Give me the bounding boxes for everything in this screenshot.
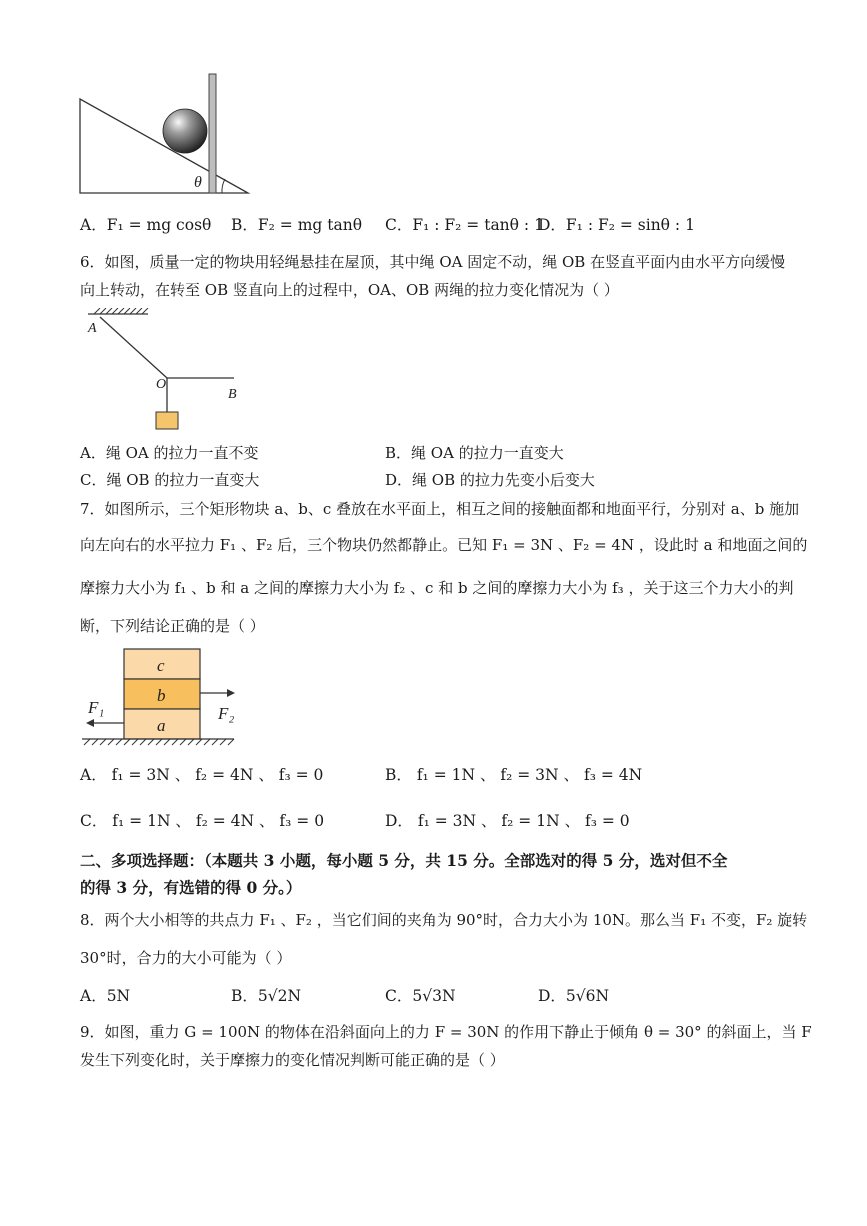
q9-stem-line2: 发生下列变化时，关于摩擦力的变化情况判断可能正确的是（ ） bbox=[80, 1051, 505, 1069]
q7-stem-line3: 摩擦力大小为 f₁ 、b 和 a 之间的摩擦力大小为 f₂ 、c 和 b 之间的摩擦力大小为 f₃ ，关于这三个力大小的判 bbox=[80, 579, 794, 597]
vertical-board bbox=[209, 74, 216, 193]
q6-option-a[interactable]: A．绳 OA 的拉力一直不变 bbox=[80, 444, 259, 462]
q6-option-d[interactable]: D．绳 OB 的拉力先变小后变大 bbox=[385, 471, 595, 489]
section2-heading-line2: 的得 3 分，有选错的得 0 分。） bbox=[80, 878, 302, 897]
arrow-f1-head bbox=[86, 719, 94, 727]
rope-pulley-figure bbox=[80, 308, 250, 436]
hanging-block bbox=[156, 412, 178, 429]
q7-stem-line1: 7．如图所示，三个矩形物块 a、b、c 叠放在水平面上，相互之间的接触面都和地面平行，分别对 a、b 施加 bbox=[80, 500, 800, 518]
label-f1: F₁ bbox=[88, 698, 105, 717]
q8-stem-line1: 8．两个大小相等的共点力 F₁ 、F₂ ，当它们间的夹角为 90°时，合力大小为 10N。那么当 F₁ 不变，F₂ 旋转 bbox=[80, 911, 808, 929]
q8-option-b[interactable]: B．5√2N bbox=[231, 987, 302, 1005]
q6-option-c[interactable]: C．绳 OB 的拉力一直变大 bbox=[80, 471, 260, 489]
stacked-blocks-figure bbox=[78, 645, 248, 747]
arrow-f2-head bbox=[227, 689, 235, 697]
q6-option-b[interactable]: B．绳 OA 的拉力一直变大 bbox=[385, 444, 564, 462]
label-f2: F₂ bbox=[218, 704, 235, 723]
q7-option-a[interactable]: A． f₁ = 3N 、 f₂ = 4N 、 f₃ = 0 bbox=[80, 766, 324, 784]
q5-option-d[interactable]: D．F₁ : F₂ = sinθ : 1 bbox=[538, 216, 695, 234]
ceiling-hatch bbox=[94, 308, 148, 314]
q8-option-d[interactable]: D．5√6N bbox=[538, 987, 610, 1005]
q5-option-c[interactable]: C．F₁ : F₂ = tanθ : 1 bbox=[385, 216, 544, 234]
q7-stem-line4: 断，下列结论正确的是（ ） bbox=[80, 617, 265, 635]
q7-option-d[interactable]: D． f₁ = 3N 、 f₂ = 1N 、 f₃ = 0 bbox=[385, 812, 630, 830]
q7-option-b[interactable]: B． f₁ = 1N 、 f₂ = 3N 、 f₃ = 4N bbox=[385, 766, 643, 784]
label-o: O bbox=[156, 377, 167, 392]
q8-option-c[interactable]: C．5√3N bbox=[385, 987, 456, 1005]
q7-option-c[interactable]: C． f₁ = 1N 、 f₂ = 4N 、 f₃ = 0 bbox=[80, 812, 325, 830]
theta-label: θ bbox=[194, 174, 202, 191]
q9-stem-line1: 9．如图，重力 G = 100N 的物体在沿斜面向上的力 F = 30N 的作用下静止于倾角 θ = 30° 的斜面上，当 F bbox=[80, 1023, 812, 1041]
label-b: B bbox=[228, 387, 237, 402]
q8-option-a[interactable]: A．5N bbox=[80, 987, 131, 1005]
q8-stem-line2: 30°时，合力的大小可能为（ ） bbox=[80, 949, 292, 967]
rope-oa bbox=[100, 317, 167, 378]
theta-arc bbox=[222, 179, 225, 193]
label-a: a bbox=[157, 716, 166, 735]
section2-heading-line1: 二、多项选择题：（本题共 3 小题，每小题 5 分，共 15 分。全部选对的得 5 分，选对但不全 bbox=[80, 851, 728, 870]
ball bbox=[163, 109, 207, 153]
incline-ball-figure bbox=[70, 68, 260, 200]
q5-option-b[interactable]: B．F₂ = mg tanθ bbox=[231, 216, 363, 234]
incline-triangle bbox=[80, 99, 248, 193]
q7-stem-line2: 向左向右的水平拉力 F₁ 、F₂ 后，三个物块仍然都静止。已知 F₁ = 3N 、F₂ = 4N ，设此时 a 和地面之间的 bbox=[80, 536, 808, 554]
label-b: b bbox=[157, 686, 166, 705]
ground-hatch bbox=[84, 739, 234, 745]
label-a: A bbox=[88, 321, 97, 336]
q6-stem-line2: 向上转动，在转至 OB 竖直向上的过程中，OA、OB 两绳的拉力变化情况为（ ） bbox=[80, 281, 619, 299]
label-c: c bbox=[157, 656, 165, 675]
q5-option-a[interactable]: A．F₁ = mg cosθ bbox=[80, 216, 212, 234]
q6-stem-line1: 6．如图，质量一定的物块用轻绳悬挂在屋顶，其中绳 OA 固定不动，绳 OB 在竖直平面内由水平方向缓慢 bbox=[80, 253, 786, 271]
